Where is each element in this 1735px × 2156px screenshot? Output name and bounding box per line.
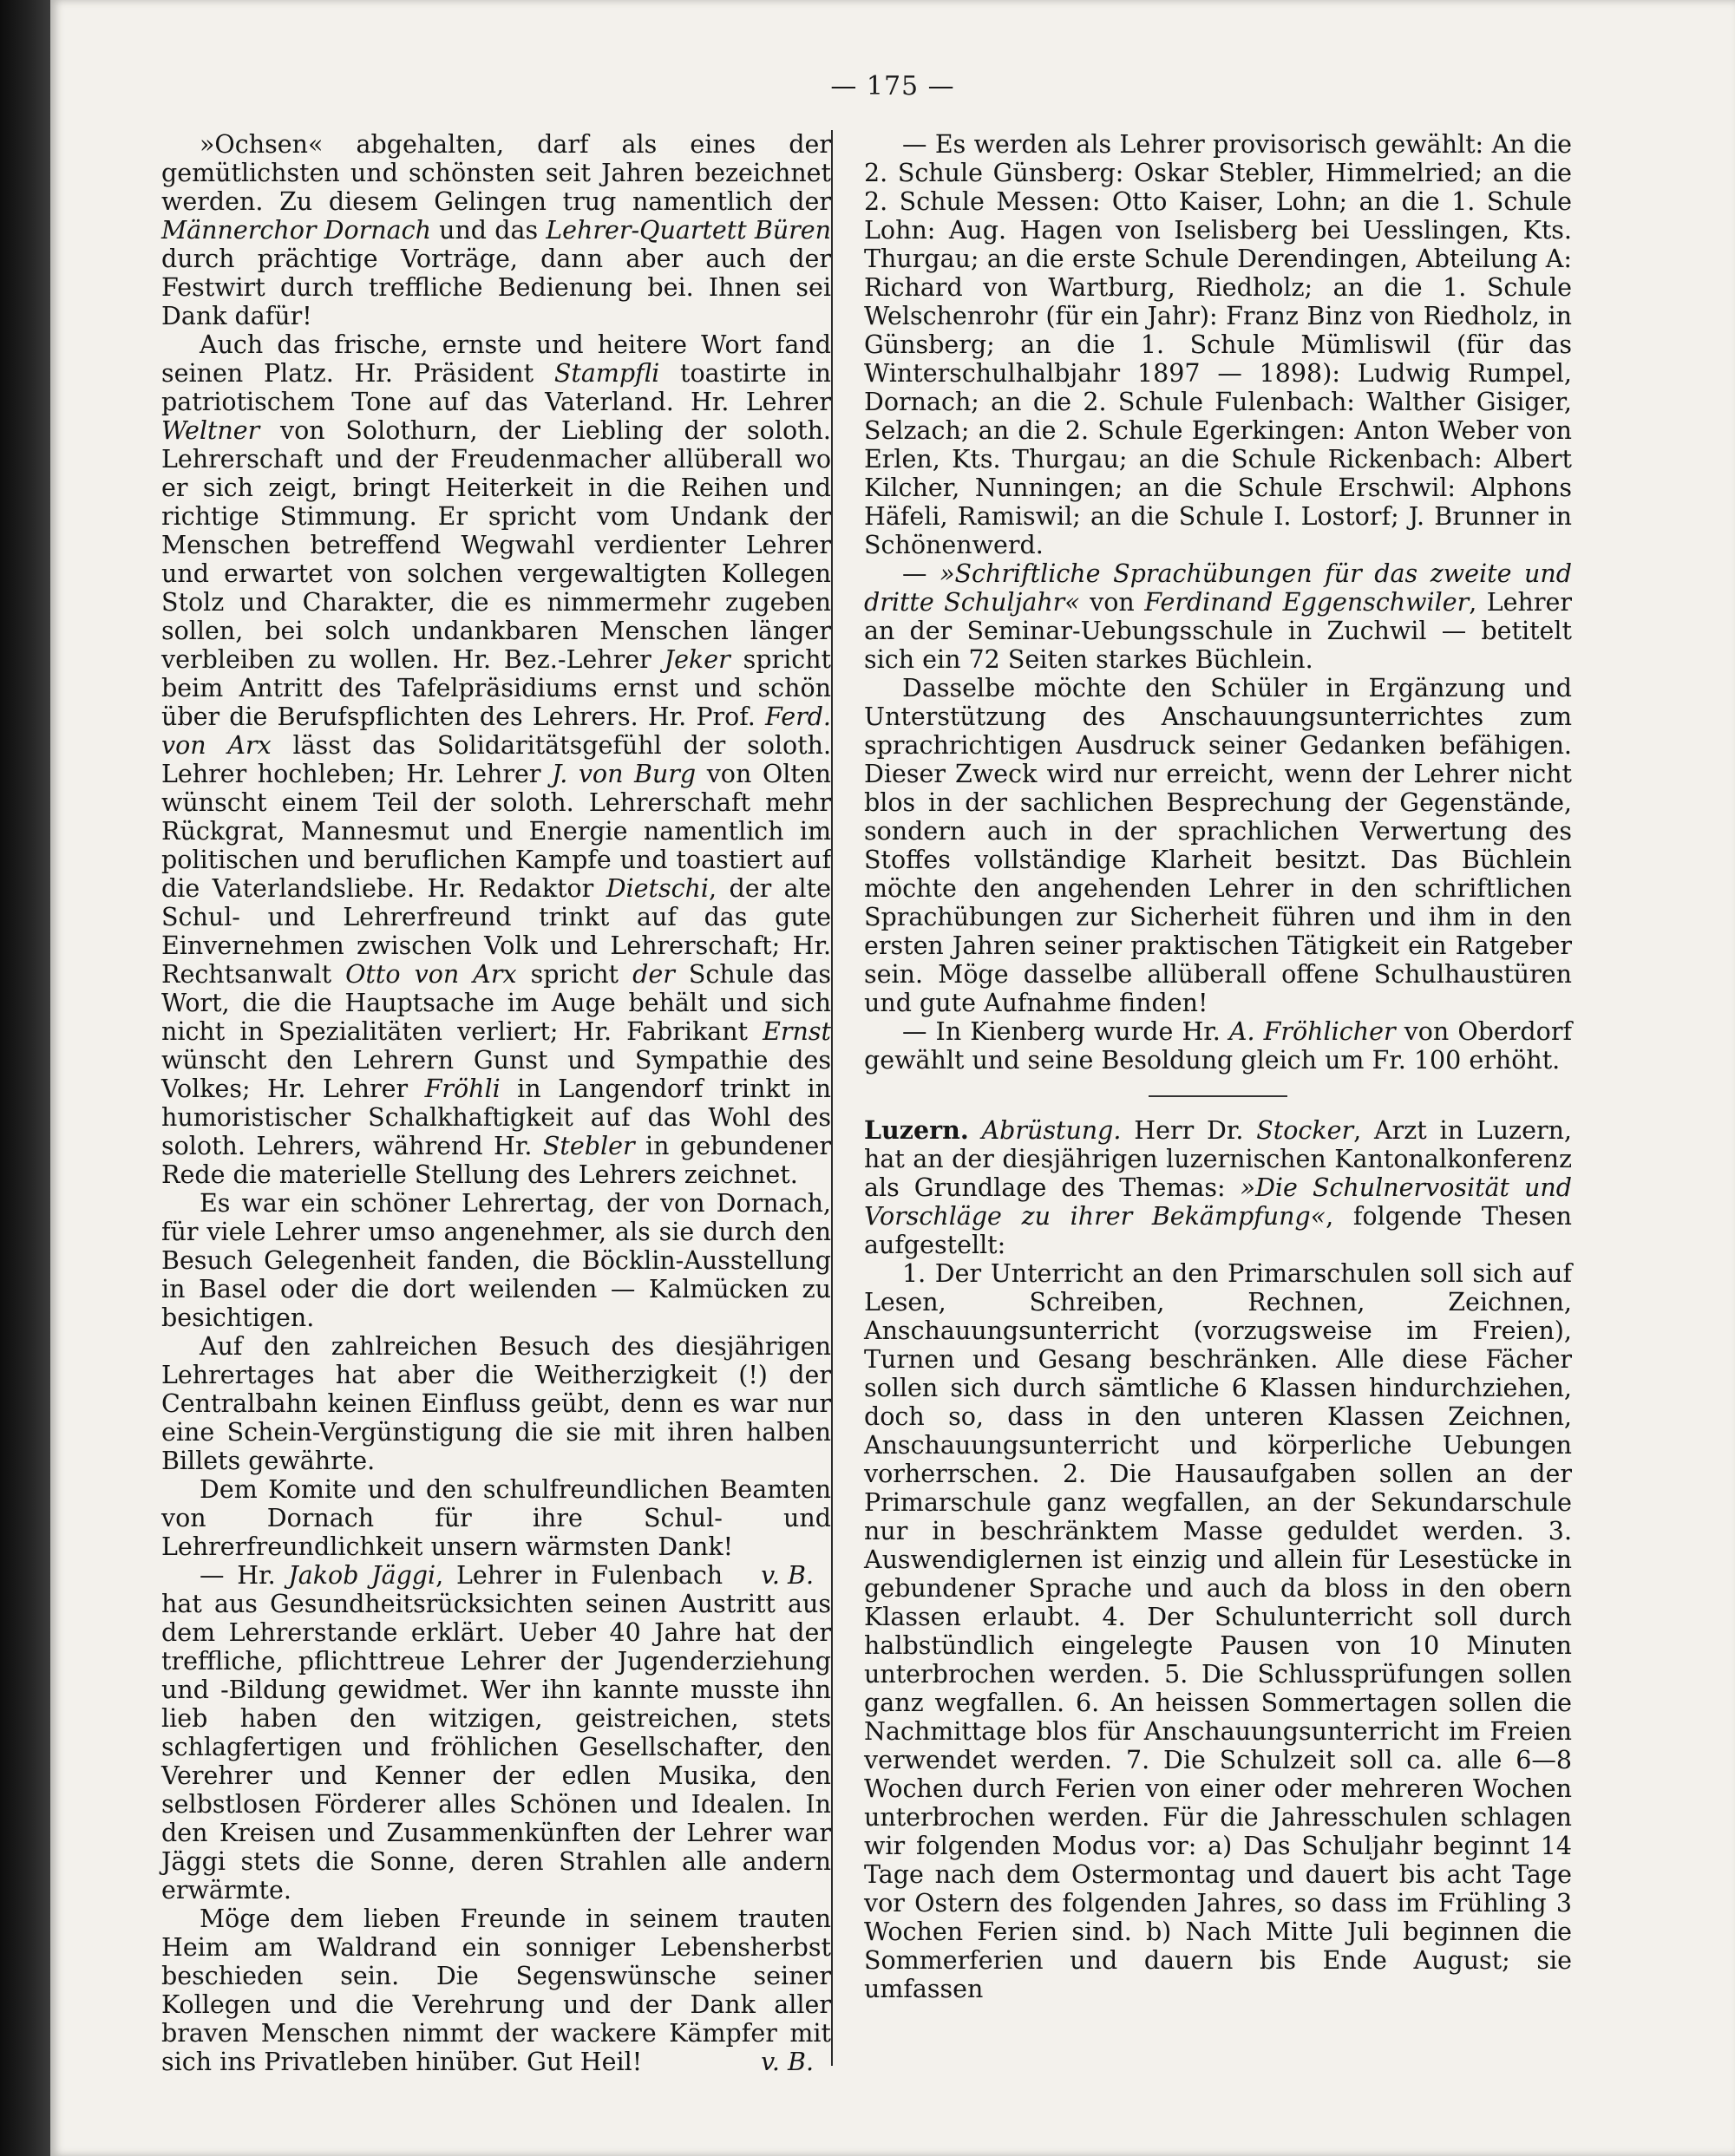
section-divider (1149, 1095, 1287, 1097)
paragraph (161, 130, 831, 330)
text-run: 1. Der Unterricht an den Primarschulen soll sich auf Lesen, Schreiben, Rechnen, Zeichnen, Anschauungsunterricht (vorzugsweise im Freien), Turnen und Gesang beschränken. Alle diese Fächer sollen sich durch sämtliche 6 Klassen hindurchziehen, doch so, dass in den unteren Klassen Zeichnen, Anschauungsunterricht und körperliche Uebungen vorherrschen. 2. Die Hausaufgaben sollen an der Primarschule ganz wegfallen, an der Sekundarschule nur in beschränktem Masse geduldet werden. 3. Auswendiglernen ist einzig und allein für Lesestücke in gebundener Sprache und auch da bloss in den obern Klassen erlaubt. 4. Der Schulunterricht soll durch halbstündlich eingelegte Pausen von 10 Minuten unterbrochen werden. 5. Die Schlussprüfungen sollen ganz wegfallen. 6. An heissen Sommertagen sollen die Nachmittage blos für Anschauungsunterricht im Freien verwendet werden. 7. Die Schulzeit soll ca. alle 6—8 Wochen durch Ferien von einer oder mehreren Wochen unterbrochen werden. Für die Jahresschulen schlagen wir folgenden Modus vor: a) Das Schuljahr beginnt 14 Tage nach dem Ostermontag und dauert bis acht Tage vor Ostern des folgenden Jahres, so dass im Frühling 3 Wochen Ferien sind. b) Nach Mitte Juli beginnen die Sommerferien und dauern bis Ende August; sie umfassen (864, 1259, 1572, 2003)
text-run: in gebundener Rede die materielle Stellung des Lehrers zeichnet. (161, 1132, 831, 1189)
scan-binding-edge (0, 0, 50, 2156)
text-run: spricht beim Antritt des Tafelpräsidiums ernst und schön über die Berufspflichten des Lehrers. Hr. Prof. (161, 645, 832, 731)
page-number: — 175 — (830, 71, 955, 101)
text-run: von Oberdorf gewählt und seine Besoldung gleich um Fr. 100 erhöht. (864, 1017, 1572, 1075)
paragraph (864, 1259, 1572, 2003)
text-run: durch prächtige Vorträge, dann aber auch der Festwirt durch treffliche Bedienung bei. Ihnen sei Dank dafür! (161, 245, 831, 330)
italic-text: Fröhli (424, 1075, 501, 1103)
text-run: Dem Komite und den schulfreundlichen Beamten von Dornach für ihre Schul- und Lehrerfreundlichkeit unsern wärmsten Dank! (161, 1475, 831, 1561)
left-text-column (161, 130, 832, 2076)
paragraph (161, 330, 831, 1189)
text-run: — (902, 559, 940, 588)
text-run: von Solothurn, der Liebling der soloth. Lehrerschaft und der Freudenmacher allüberall wo er sich zeigt, bringt Heiterkeit in die Reihen und richtige Stimmung. Er spricht vom Undank der Menschen betreffend Wegwahl verdienter Lehrer und erwartet von solchen vergewaltigten Kollegen Stolz und Charakter, die es nimmermehr zugeben sollen, bei solch undankbaren Menschen länger verbleiben zu wollen. Hr. Bez.-Lehrer (161, 416, 831, 674)
italic-text: Stocker (1256, 1116, 1354, 1145)
text-run: , Lehrer an der Seminar-Uebungsschule in Zuchwil — betitelt sich ein 72 Seiten starkes Büchlein. (864, 588, 1572, 674)
newspaper-page (50, 0, 1735, 2156)
italic-text: Ferdinand Eggenschwiler (1144, 588, 1470, 617)
paragraph (864, 130, 1572, 559)
text-run: von Olten wünscht einem Teil der soloth. Lehrerschaft mehr Rückgrat, Mannesmut und Energie namentlich im politischen und beruflichen Kampfe und toastiert auf die Vaterlandsliebe. Hr. Redaktor (161, 760, 832, 903)
signature: v. B. (761, 1561, 814, 1590)
italic-text: Stampfli (553, 359, 660, 388)
text-run: Auf den zahlreichen Besuch des diesjährigen Lehrertages hat aber die Weitherzigkeit (!) der Centralbahn keinen Einfluss geübt, denn es war nur eine Schein-Vergünstigung die sie mit ihren halben Billets gewährte. (161, 1332, 831, 1475)
italic-text: A. Fröhlicher (1228, 1017, 1396, 1046)
italic-text: Jakob Jäggi (288, 1561, 436, 1590)
text-run: »Ochsen« abgehalten, darf als eines der gemütlichsten und schönsten seit Jahren bezeichnet werden. Zu diesem Gelingen trug namentlich der (161, 130, 831, 216)
italic-text: Jeker (664, 645, 730, 674)
text-run (969, 1116, 982, 1145)
paragraph (161, 1561, 831, 1904)
text-run: wünscht den Lehrern Gunst und Sympathie des Volkes; Hr. Lehrer (161, 1046, 831, 1103)
text-run: Möge dem lieben Freunde in seinem trauten Heim am Waldrand ein sonniger Lebensherbst beschieden sein. Die Segenswünsche seiner Kollegen und die Verehrung und der Dank aller braven Menschen nimmt der wackere Kämpfer mit sich ins Privatleben hinüber. Gut Heil! (161, 1904, 831, 2076)
italic-text: Lehrer-Quartett Büren (546, 216, 832, 245)
italic-text: Ernst (763, 1017, 831, 1046)
paragraph (864, 1116, 1572, 1259)
text-run: , Lehrer in Fulenbach hat aus Gesundheitsrücksichten seinen Austritt aus dem Lehrerstande erklärt. Ueber 40 Jahre hat der treffliche, pflichttreue Lehrer der Jugenderziehung und -Bildung gewidmet. Wer ihn kannte musste ihn lieb haben den witzigen, geistreichen, stets schlagfertigen und fröhlichen Gesellschafter, den Verehrer und Kenner der edlen Musika, den selbstlosen Förderer alles Schönen und Idealen. In den Kreisen und Zusammenkünften der Lehrer war Jäggi stets die Sonne, deren Strahlen alle andern erwärmte. (161, 1561, 831, 1904)
right-text-column (831, 130, 1572, 2066)
text-run: in Langendorf trinkt in humoristischer Schalkhaftigkeit auf das Wohl des soloth. Lehrers, während Hr. (161, 1075, 831, 1160)
paragraph (161, 1332, 831, 1475)
text-run: Dasselbe möchte den Schüler in Ergänzung und Unterstützung des Anschauungsunterrichtes zum sprachrichtigen Ausdruck seiner Gedanken befähigen. Dieser Zweck wird nur erreicht, wenn der Lehrer nicht blos in der sachlichen Besprechung der Gegenstände, sondern auch in der sprachlichen Verwertung des Stoffes vollständige Klarheit besitzt. Das Büchlein möchte den angehenden Lehrer in den schriftlichen Sprachübungen zur Sicherheit führen und ihm in den ersten Jahren seiner praktischen Tätigkeit ein Ratgeber sein. Möge dasselbe allüberall offene Schulhaustüren und gute Aufnahme finden! (864, 674, 1572, 1017)
italic-text: der (632, 960, 675, 989)
italic-text: Abrüstung. (981, 1116, 1122, 1145)
text-run: , der alte Schul- und Lehrerfreund trinkt auf das gute Einvernehmen zwischen Volk und Lehrerschaft; Hr. Rechtsanwalt (161, 874, 831, 989)
italic-text: Männerchor Dornach (161, 216, 431, 245)
text-run: von (1079, 588, 1145, 617)
signature: v. B. (761, 2048, 814, 2076)
text-run: Auch das frische, ernste und heitere Wort fand seinen Platz. Hr. Präsident (161, 330, 831, 388)
italic-text: Dietschi (606, 874, 710, 903)
italic-text: Ferd. von Arx (161, 702, 831, 760)
paragraph (864, 559, 1572, 674)
text-run: lässt das Solidaritätsgefühl der soloth. Lehrer hochleben; Hr. Lehrer (161, 731, 832, 788)
text-run: , folgende Thesen aufgestellt: (864, 1202, 1572, 1259)
paragraph (864, 1017, 1572, 1075)
text-run: Es war ein schöner Lehrertag, der von Dornach, für viele Lehrer umso angenehmer, als sie durch den Besuch Gelegenheit fanden, die Böcklin-Ausstellung in Basel oder die dort weilenden — Kalmücken zu besichtigen. (161, 1189, 831, 1332)
paragraph (864, 674, 1572, 1017)
text-run: — Es werden als Lehrer provisorisch gewählt: An die 2. Schule Günsberg: Oskar Stebler, Himmelried; an die 2. Schule Messen: Otto Kaiser, Lohn; an die 1. Schule Lohn: Aug. Hagen von Iselisberg bei Uesslingen, Kts. Thurgau; an die erste Schule Derendingen, Abteilung A: Richard von Wartburg, Riedholz; an die 1. Schule Welschenrohr (für ein Jahr): Franz Binz von Riedholz, in Günsberg; an die 1. Schule Mümliswil (für das Winterschulhalbjahr 1897 — 1898): Ludwig Rumpel, Dornach; an die 2. Schule Fulenbach: Walther Gisiger, Selzach; an die 2. Schule Egerkingen: Anton Weber von Erlen, Kts. Thurgau; an die Schule Rickenbach: Albert Kilcher, Nunningen; an die Schule Erschwil: Alphons Häfeli, Ramiswil; an die Schule I. Lostorf; J. Brunner in Schönenwerd. (864, 130, 1572, 559)
italic-text: Stebler (542, 1132, 635, 1160)
text-run: Herr Dr. (1121, 1116, 1257, 1145)
italic-text: Otto von Arx (345, 960, 517, 989)
italic-text: »Die Schulnervosität und Vorschläge zu ihrer Bekämpfung« (864, 1173, 1572, 1231)
text-run: — In Kienberg wurde Hr. (902, 1017, 1229, 1046)
text-run: — Hr. (200, 1561, 289, 1590)
paragraph (161, 1189, 831, 1332)
italic-text: Weltner (161, 416, 260, 445)
italic-text: J. von Burg (552, 760, 697, 788)
paragraph (161, 1904, 831, 2076)
section-heading: Luzern. (864, 1115, 969, 1145)
italic-text: »Schriftliche Sprachübungen für das zweite und dritte Schuljahr« (864, 559, 1572, 617)
text-run: , Arzt in Luzern, hat an der diesjährigen luzernischen Kantonalkonferenz als Grundlage des Themas: (864, 1116, 1572, 1202)
text-run: spricht (516, 960, 633, 989)
text-run: und das (430, 216, 547, 245)
text-run: Schule das Wort, die die Hauptsache im Auge behält und sich nicht in Spezialitäten verliert; Hr. Fabrikant (161, 960, 831, 1046)
text-run: toastirte in patriotischem Tone auf das Vaterland. Hr. Lehrer (161, 359, 831, 416)
